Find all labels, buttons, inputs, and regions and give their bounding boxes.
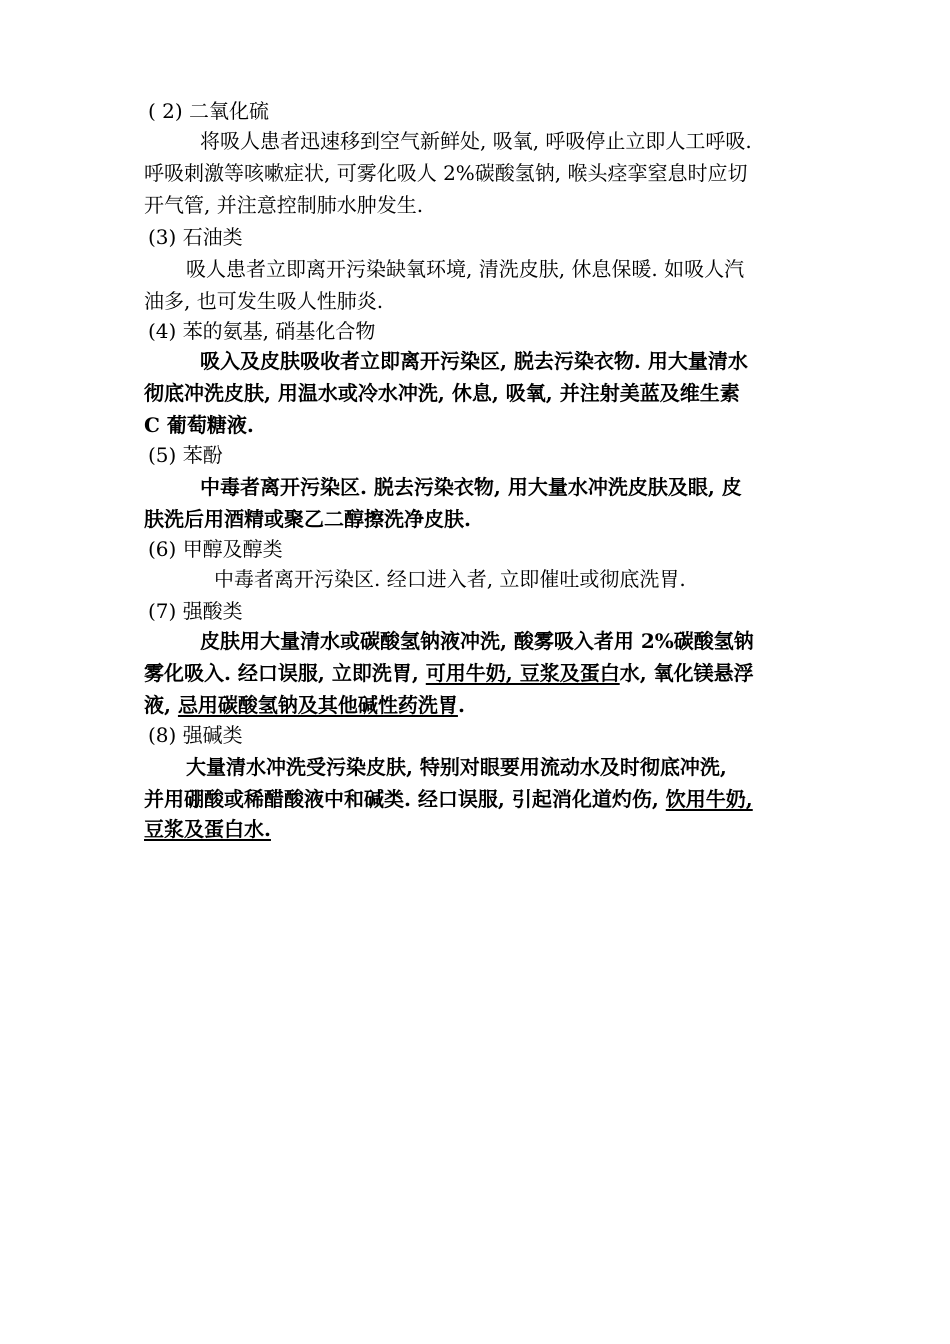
section-3-line-1: 吸人患者立即离开污染缺氧环境, 清洗皮肤, 休息保暖. 如吸人汽 bbox=[186, 257, 745, 281]
section-4-line-3: C 葡萄糖液. bbox=[144, 413, 254, 437]
section-heading-7: (7) 强酸类 bbox=[148, 599, 243, 623]
section-7-line-3 bbox=[144, 692, 465, 718]
section-8-line-1: 大量清水冲洗受污染皮肤, 特别对眼要用流动水及时彻底冲洗, bbox=[186, 755, 727, 779]
section-heading-4: (4) 苯的氨基, 硝基化合物 bbox=[148, 319, 376, 343]
section-7-underlined-recommendation: 可用牛奶, 豆浆及蛋白 bbox=[425, 661, 620, 685]
section-4-line-2: 彻底冲洗皮肤, 用温水或冷水冲洗, 休息, 吸氧, 并注射美蓝及维生素 bbox=[144, 381, 740, 405]
section-heading-6: (6) 甲醇及醇类 bbox=[148, 537, 283, 561]
section-heading-2: ( 2) 二氧化硫 bbox=[148, 99, 270, 123]
section-heading-8: (8) 强碱类 bbox=[148, 723, 243, 747]
section-8-line-3: 豆浆及蛋白水. bbox=[144, 817, 271, 841]
section-7-underlined-warning: 忌用碳酸氢钠及其他碱性药洗胃 bbox=[177, 693, 458, 717]
section-2-line-2: 呼吸刺激等咳嗽症状, 可雾化吸人 2%碳酸氢钠, 喉头痉挛窒息时应切 bbox=[144, 161, 748, 185]
section-heading-3: (3) 石油类 bbox=[148, 225, 243, 249]
section-8-line-2 bbox=[144, 786, 753, 812]
section-6-line-1: 中毒者离开污染区. 经口进入者, 立即催吐或彻底洗胃. bbox=[214, 567, 686, 591]
section-8-line-2-text: 并用硼酸或稀醋酸液中和碱类. 经口误服, 引起消化道灼伤, bbox=[144, 787, 666, 811]
section-8-underlined-recommendation: 饮用牛奶, bbox=[665, 787, 753, 811]
section-heading-5: (5) 苯酚 bbox=[148, 443, 223, 467]
section-5-line-1: 中毒者离开污染区. 脱去污染衣物, 用大量水冲洗皮肤及眼, 皮 bbox=[200, 475, 742, 499]
section-7-line-2-tail: 水, 氧化镁悬浮 bbox=[619, 661, 754, 685]
section-4-line-1: 吸入及皮肤吸收者立即离开污染区, 脱去污染衣物. 用大量清水 bbox=[200, 349, 748, 373]
section-2-line-1: 将吸人患者迅速移到空气新鲜处, 吸氧, 呼吸停止立即人工呼吸. bbox=[200, 129, 752, 153]
section-3-line-2: 油多, 也可发生吸人性肺炎. bbox=[144, 289, 384, 313]
section-5-line-2: 肤洗后用酒精或聚乙二醇擦洗净皮肤. bbox=[144, 507, 471, 531]
section-2-line-3: 开气管, 并注意控制肺水肿发生. bbox=[144, 193, 424, 217]
section-7-line-3-text: 液, bbox=[144, 693, 178, 717]
section-7-line-2 bbox=[144, 660, 754, 686]
section-7-line-1: 皮肤用大量清水或碳酸氢钠液冲洗, 酸雾吸入者用 2%碳酸氢钠 bbox=[200, 629, 754, 653]
section-7-line-2-text: 雾化吸入. 经口误服, 立即洗胃, bbox=[144, 661, 426, 685]
section-7-line-3-tail: . bbox=[457, 693, 465, 717]
